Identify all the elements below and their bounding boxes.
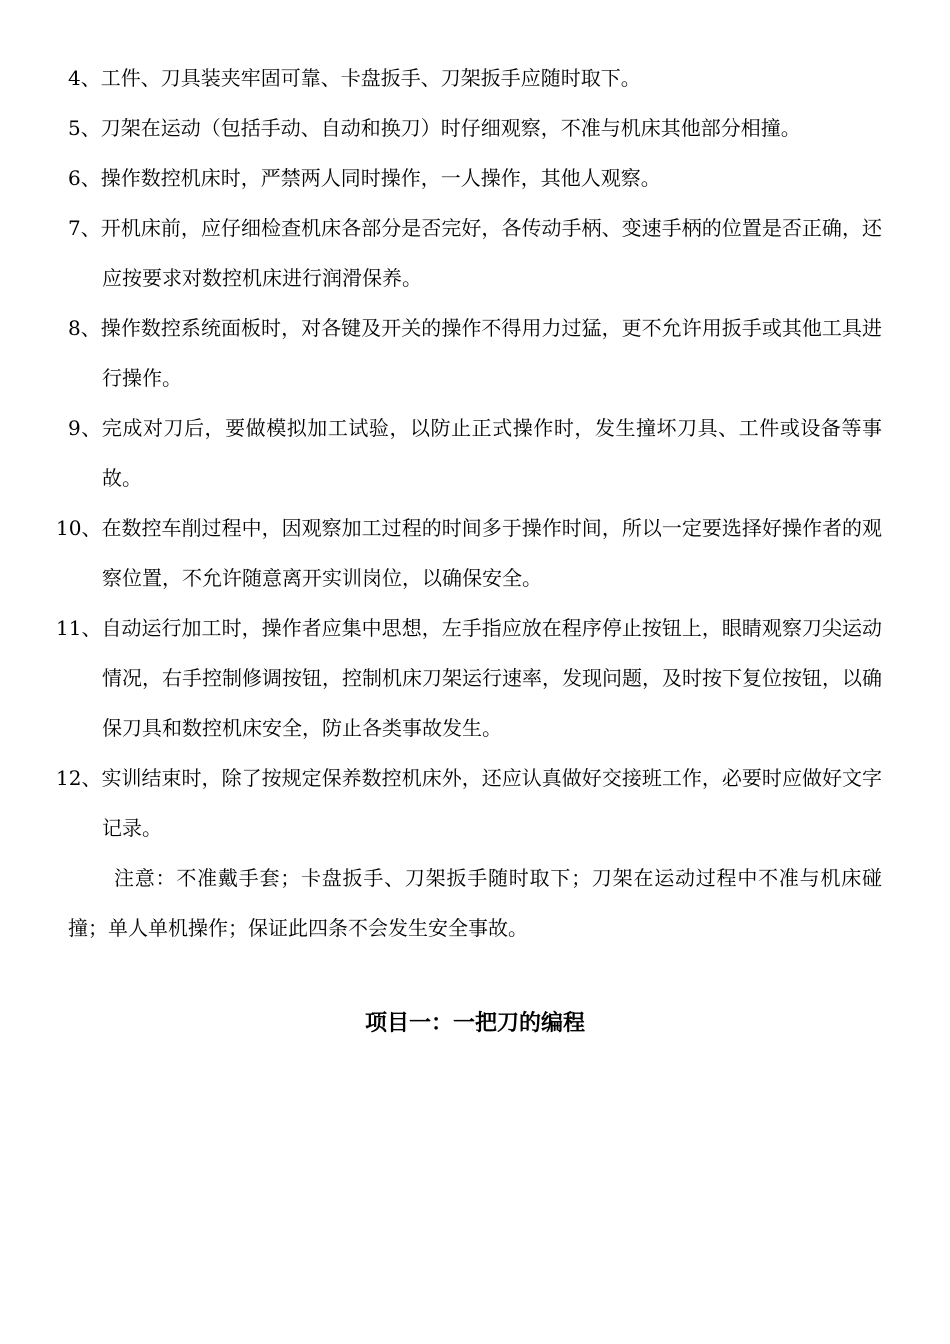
rule-item-7 [68,203,882,303]
rule-item-10 [56,503,883,603]
rule-item-11 [56,603,883,753]
rule-number: 11、 [56,616,102,640]
rule-item-9 [68,403,882,503]
rule-text: 操作数控机床时，严禁两人同时操作，一人操作，其他人观察。 [100,166,661,190]
rule-item-5 [68,103,882,153]
rule-number: 5、 [68,116,101,140]
safety-rules-list [56,53,883,853]
rule-number: 12、 [56,766,102,790]
rule-text: 开机床前，应仔细检查机床各部分是否完好，各传动手柄、变速手柄的位置是否正确，还应按要求对数控机床进行润滑保养。 [100,216,882,290]
rule-text: 实训结束时，除了按规定保养数控机床外，还应认真做好交接班工作，必要时应做好文字记录。 [101,766,883,840]
rule-number: 7、 [68,216,101,240]
rule-text: 完成对刀后，要做模拟加工试验，以防止正式操作时，发生撞坏刀具、工件或设备等事故。 [101,416,883,490]
rule-item-4 [68,53,882,103]
rule-text: 操作数控系统面板时，对各键及开关的操作不得用力过猛，更不允许用扳手或其他工具进行操作。 [100,316,882,390]
rule-item-6 [68,153,882,203]
section-heading: 项目一：一把刀的编程 [364,1011,585,1036]
rule-number: 8、 [68,316,101,340]
rule-number: 6、 [68,166,101,190]
rule-text: 刀架在运动（包括手动、自动和换刀）时仔细观察，不准与机床其他部分相撞。 [100,116,801,140]
rule-number: 4、 [68,66,101,90]
safety-note: 注意：不准戴手套；卡盘扳手、刀架扳手随时取下；刀架在运动过程中不准与机床碰撞；单人单机操作；保证此四条不会发生安全事故。 [68,866,882,940]
rule-number: 10、 [56,516,102,540]
rule-item-12 [56,753,883,853]
rule-item-8 [68,303,882,403]
rule-number: 9、 [68,416,102,440]
rule-text: 自动运行加工时，操作者应集中思想，左手指应放在程序停止按钮上，眼睛观察刀尖运动情况，右手控制修调按钮，控制机床刀架运行速率，发现问题，及时按下复位按钮，以确保刀具和数控机床安全，防止各类事故发生。 [101,616,883,740]
rule-text: 工件、刀具装夹牢固可靠、卡盘扳手、刀架扳手应随时取下。 [100,66,641,90]
rule-text: 在数控车削过程中，因观察加工过程的时间多于操作时间，所以一定要选择好操作者的观察位置，不允许随意离开实训岗位，以确保安全。 [101,516,883,590]
